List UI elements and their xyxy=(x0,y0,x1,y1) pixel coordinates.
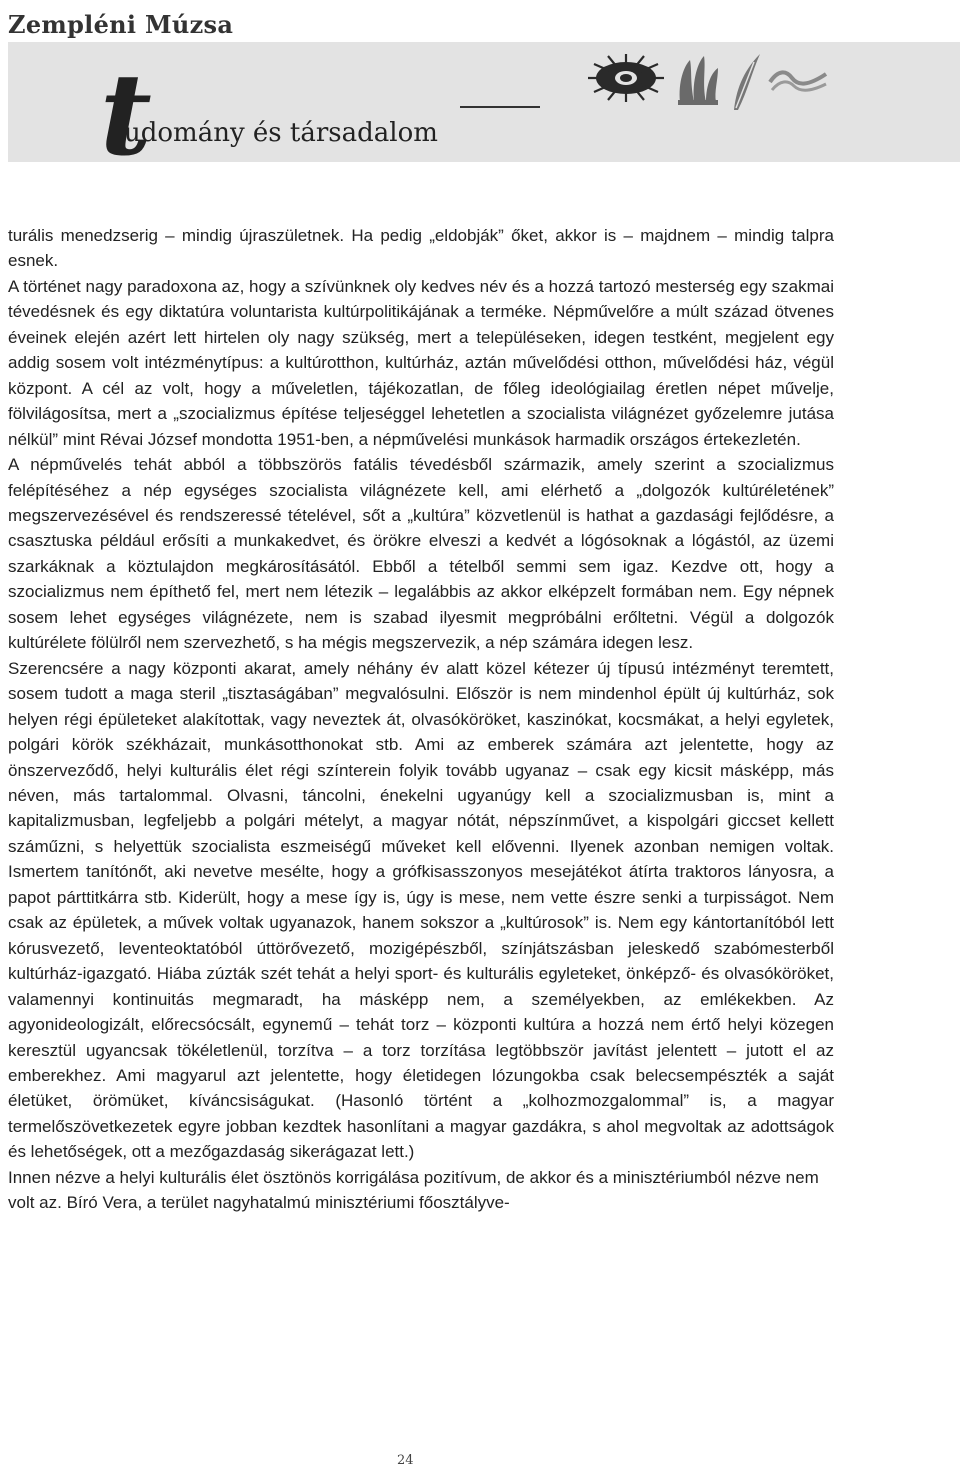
body-paragraph: A népművelés tehát abból a többszörös fatális tévedésből származik, amely szerint a szocializmus felépítéséhez a nép egységes szocialista világnézete kell, ami elérhető a „dolgozók kultúréletének” megszervezésével és rendszeressé tételével, sőt a „kultúra” közvetlenül is hathat a gazdasági fejlődésre, a csasztuska például erősíti a munkakedvet, és örökre elveszi a kedvét a lógósoknak a lógástól, az üzemi szarkáknak a köztulajdon megkárosításától. Ebből a tételből semmi sem igaz. Kezdve ott, hogy a szocializmus nem építhető fel, mert nem létezik – legalábbis az akkor elképzelt formában nem. Egy népnek sosem lehet egységes világnézete, nem is szabad ilyesmit megpróbálni erőltetni. Végül a dolgozók kultúrélete fölülről nem szervezhető, s ha mégis megszervezik, a nép számára idegen lesz. xyxy=(8,455,834,653)
body-paragraph: Szerencsére a nagy központi akarat, amely néhány év alatt közel kétezer új típusú intézményt teremtett, sosem tudott a maga steril „tisztaságában” megvalósulni. Először is nem mindenhol épült új kultúrház, sok helyen régi épületeket alakítottak, vagy neveztek át, olvasóköröket, kaszinókat, kocsmákat, a helyi egyletek, polgári körök székházait, munkásotthonokat stb. Ami az emberek számára azt jelentette, hogy az önszerveződő, helyi kulturális élet régi színterein folyik tovább ugyanaz – csak egy kicsit másképp, más néven, más tartalommal. Olvasni, táncolni, énekelni ugyanúgy kell a szocializmusban is, mint a kapitalizmusban, legfeljebb a polgári mételyt, a magyar nótát, népszínművet, a kispolgári giccset kellett száműzni, s helyettük szocialista eszmeiségű műveket kell elővenni. Ilyenek azonban nemigen voltak. Ismertem tanítónőt, aki nevetve mesélte, hogy a grófkisasszonyos mesejátékot átírta traktoros lányosra, a papot párttitkárra stb. Kiderült, hogy a mese így is, úgy is mese, nem vette észre senki a turpisságot. Nem csak az épületek, a művek voltak ugyanazok, hanem sokszor a „kultúrosok” is. Nem egy kántortanítóból lett kórusvezető, leventeoktatóból úttörővezető, mozigépészből, színjátszásban jeleskedő szabómesterből kultúrház-igazgató. Hiába zúzták szét tehát a helyi sport- és kulturális egyleteket, önképző- és olvasóköröket, valamennyi kontinuitás megmaradt, ha másképp nem, a személyekben, az emlékekben. Az agyonideologizált, előrecsócsált, egynemű – tehát torz – központi kultúra a hozzá nem értő helyi közegen keresztül ugyancsak tökéletlenül, torzítva – a torz torzítása legtöbbször javítást jelentett – jutott el az emberekhez. Ami magyarul azt jelentette, hogy életidegen lózungokba csak belecsempészték a saját életüket, örömüket, kíváncsiságukat. (Hasonló történt a „kolhozmozgalommal” is, a magyar termelőszövetkezetek egyre jobban kezdtek hasonlítani a magyar gazdákra, s ahol megvoltak az adottságok és lehetőségek, ott a mezőgazdaság sikerágazat lett.) xyxy=(8,658,834,1162)
sun-ornament-icon xyxy=(586,52,666,104)
wave-ornament-icon xyxy=(768,52,828,102)
page-number: 24 xyxy=(397,1453,414,1468)
section-title: udomány és társadalom xyxy=(124,118,438,148)
magazine-masthead: Zempléni Múzsa xyxy=(8,10,234,39)
body-paragraph: turális menedzserig – mindig újraszületnek. Ha pedig „eldobják” őket, akkor is – majdnem – mindig talpra esnek. xyxy=(8,226,834,271)
body-paragraph: Innen nézve a helyi kulturális élet ösztönös korrigálása pozitívum, de akkor és a minisztériumból nézve nem volt az. Bíró Vera, a terület nagyhatalmú minisztériumi főosztályve- xyxy=(8,1167,819,1213)
body-paragraph: A történet nagy paradoxona az, hogy a szívünknek oly kedves név és a hozzá tartozó mesterség egy szakmai tévedésnek és egy diktatúra voluntarista kultúrpolitikájának a terméke. Népművelőre a múlt század ötvenes éveinek elején azért lett hirtelen oly nagy szükség, mert a településeken, idegen testként, megjelent egy addig sosem volt intézménytípus: a kultúrotthon, kultúrház, aztán művelődési otthon, művelődési ház, végül központ. A cél az volt, hogy a műveletlen, tájékozatlan, de főleg ideológiailag éretlen népet művelje, fölvilágosítsa, mert a „szocializmus építése teljeséggel lehetetlen a szocialista világnézet győzelemre jutása nélkül” mint Révai József mondotta 1951-ben, a népművelési munkások harmadik országos értekezletén. xyxy=(8,276,834,449)
section-initial: t xyxy=(100,50,152,162)
fleur-ornament-icon xyxy=(676,52,720,108)
article-body xyxy=(8,223,834,1216)
section-banner xyxy=(8,42,960,162)
banner-rule xyxy=(460,106,540,108)
feather-ornament-icon xyxy=(728,52,764,112)
